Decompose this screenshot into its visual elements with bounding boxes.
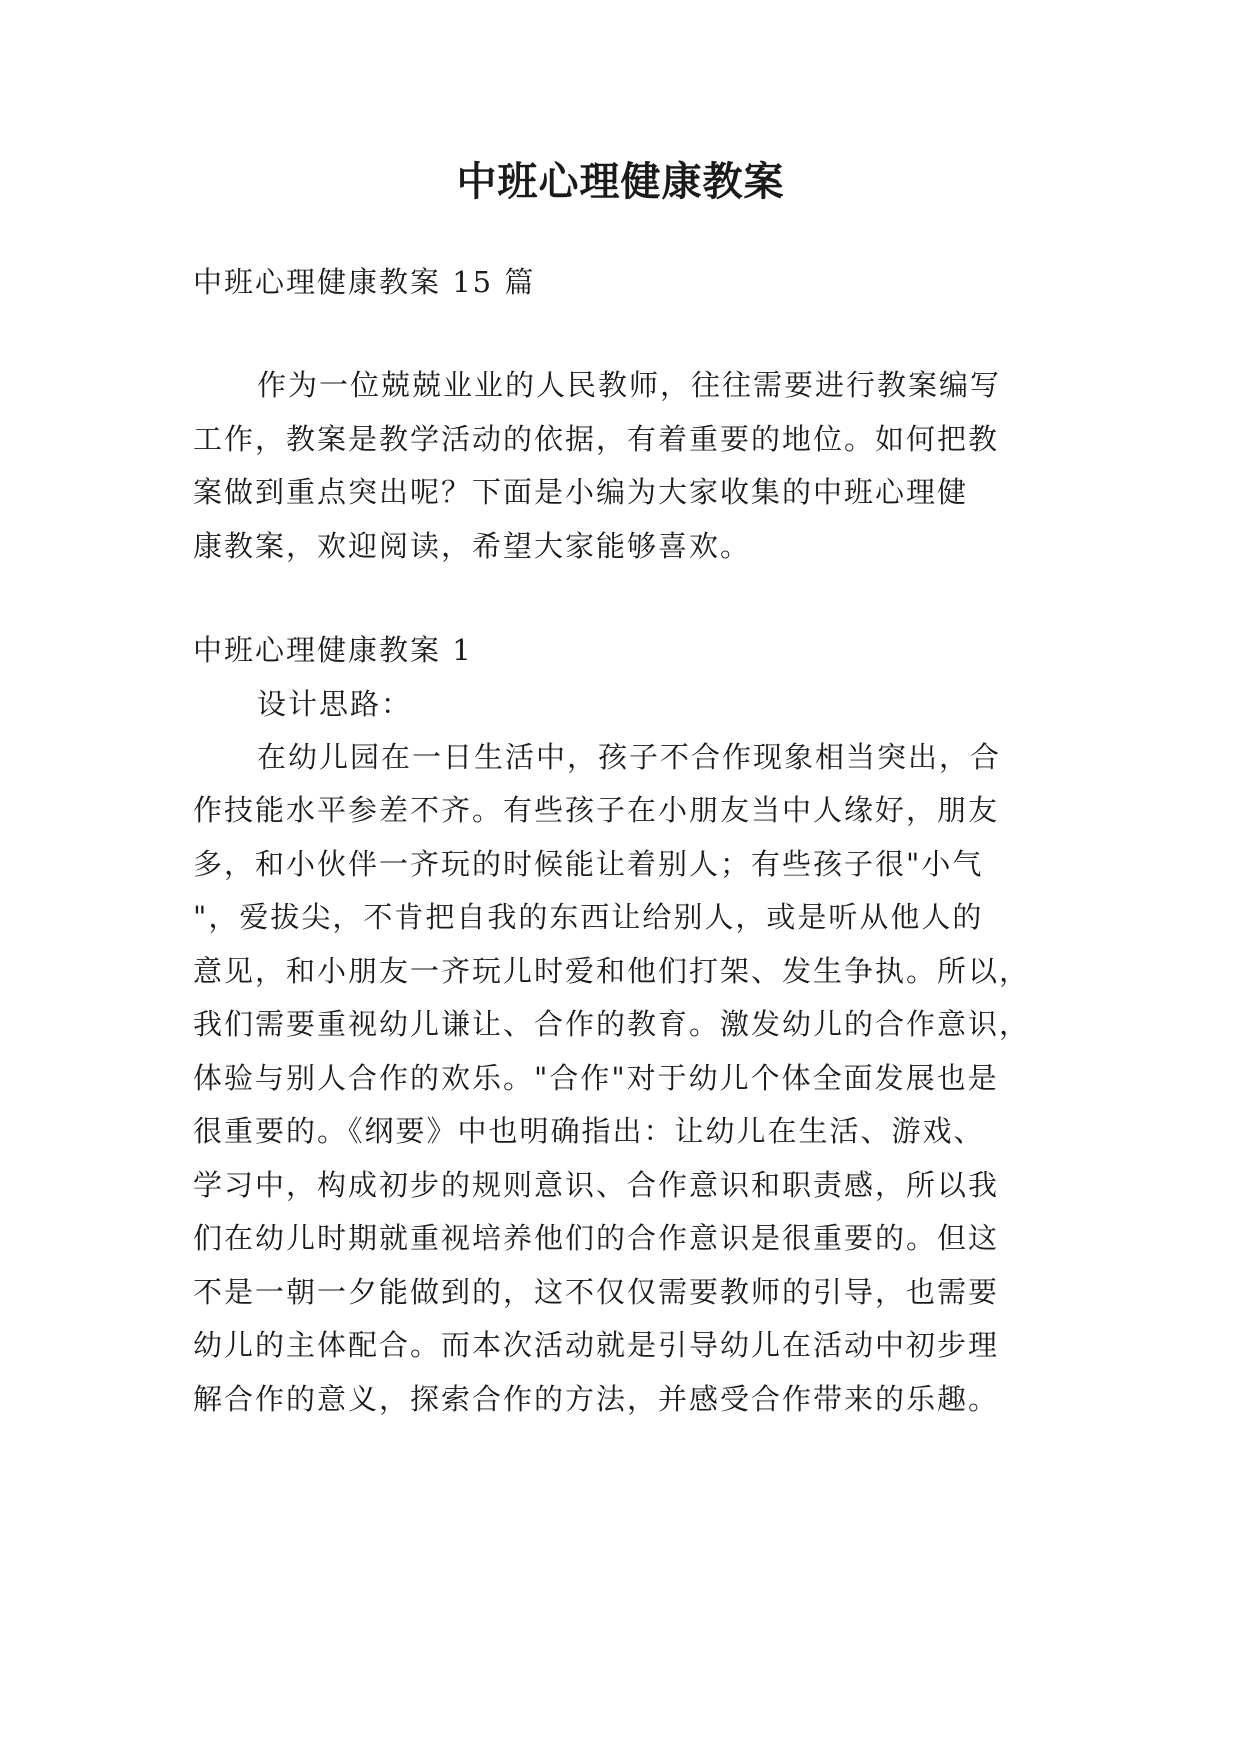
body-line: 解合作的意义，探索合作的方法，并感受合作带来的乐趣。 <box>193 1382 1000 1416</box>
body-line: 在幼儿园在一日生活中，孩子不合作现象相当突出，合 <box>257 740 1002 774</box>
intro-line: 康教案，欢迎阅读，希望大家能够喜欢。 <box>193 529 752 563</box>
body-line: 意见，和小朋友一齐玩儿时爱和他们打架、发生争执。所以， <box>193 954 1031 988</box>
body-line: 学习中，构成初步的规则意识、合作意识和职责感，所以我 <box>193 1168 1000 1202</box>
intro-line: 工作，教案是教学活动的依据，有着重要的地位。如何把教 <box>193 422 1000 456</box>
body-line: 作技能水平参差不齐。有些孩子在小朋友当中人缘好，朋友 <box>193 793 1000 827</box>
body-line: 我们需要重视幼儿谦让、合作的教育。激发幼儿的合作意识， <box>193 1007 1031 1041</box>
body-line: "，爱拔尖，不肯把自我的东西让给别人，或是听从他人的 <box>193 900 984 934</box>
page-title: 中班心理健康教案 <box>456 158 785 205</box>
intro-line: 作为一位兢兢业业的人民教师，往往需要进行教案编写 <box>257 368 1002 402</box>
body-line: 们在幼儿时期就重视培养他们的合作意识是很重要的。但这 <box>193 1221 1000 1255</box>
body-line: 幼儿的主体配合。而本次活动就是引导幼儿在活动中初步理 <box>193 1328 1000 1362</box>
section-heading: 中班心理健康教案 1 <box>193 633 473 667</box>
body-line: 很重要的。《纲要》中也明确指出：让幼儿在生活、游戏、 <box>193 1114 985 1148</box>
design-label: 设计思路： <box>257 687 413 721</box>
body-line: 体验与别人合作的欢乐。"合作"对于幼儿个体全面发展也是 <box>193 1061 999 1095</box>
body-line: 多，和小伙伴一齐玩的时候能让着别人；有些孩子很"小气 <box>193 847 984 881</box>
intro-line: 案做到重点突出呢？下面是小编为大家收集的中班心理健 <box>193 475 969 509</box>
document-subtitle: 中班心理健康教案 15 篇 <box>193 265 536 299</box>
body-line: 不是一朝一夕能做到的，这不仅仅需要教师的引导，也需要 <box>193 1275 1000 1309</box>
